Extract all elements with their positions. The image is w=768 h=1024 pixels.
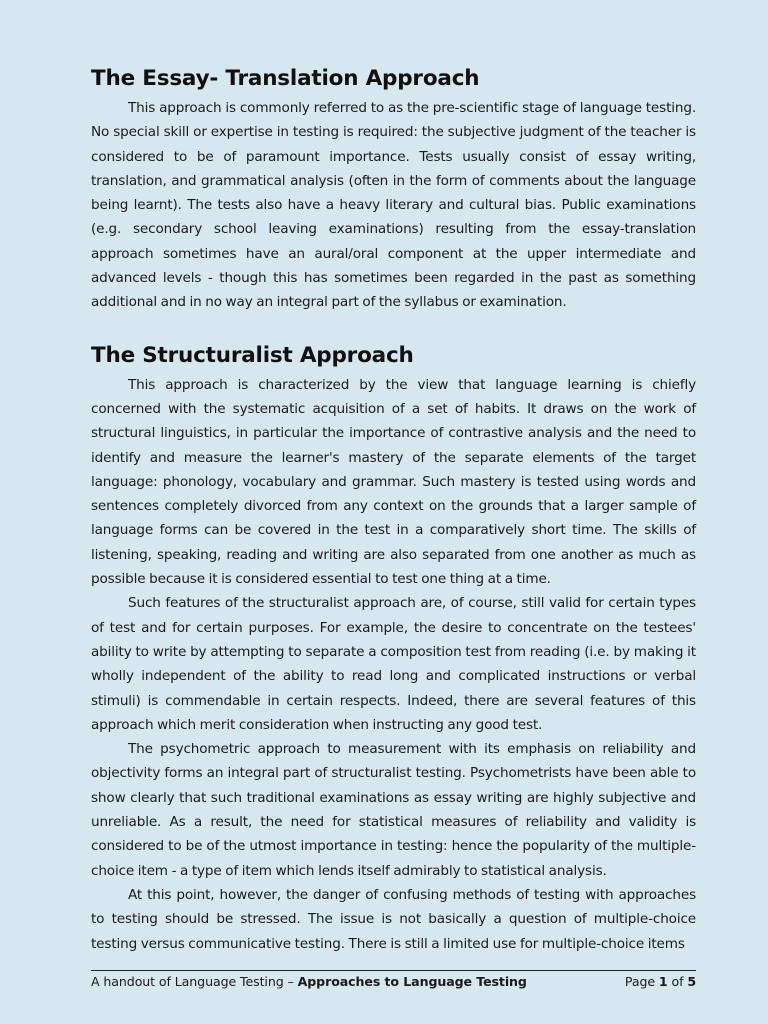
paragraph-structuralist-2: Such features of the structuralist approach are, of course, still valid for certain types of test and for certain purposes. For example, the desire to concentrate on the testees' ability to write by attempting to separate a composition test from reading (i.e. by making it wholly independent of the ability to read long and complicated instructions or verbal stimuli) is commendable in certain respects. Indeed, there are several features of this approach which merit consideration when instructing any good test.	[91, 595, 696, 733]
paragraph-structuralist-1: This approach is characterized by the view that language learning is chiefly concerned with the systematic acquisition of a set of habits. It draws on the work of structural linguistics, in particular the importance of contrastive analysis and the need to identify and measure the learner's mastery of the separate elements of the target language: phonology, vocabulary and grammar. Such mastery is tested using words and sentences completely divorced from any context on the grounds that a larger sample of language forms can be covered in the test in a comparatively short time. The skills of listening, speaking, reading and writing are also separated from one another as much as possible because it is considered essential to test one thing at a time.	[91, 376, 696, 588]
footer-page-number: 1	[658, 974, 668, 989]
paragraph-structuralist-3: The psychometric approach to measurement with its emphasis on reliability and objectivity forms an integral part of structuralist testing. Psychometrists have been able to show clearly that such traditional examinations as essay writing are highly subjective and unreliable. As a result, the need for statistical measures of reliability and validity is considered to be of the utmost importance in testing: hence the popularity of the multiple-choice item - a type of item which lends itself admirably to statistical analysis.	[91, 741, 696, 879]
section-heading-essay-translation: The Essay- Translation Approach	[91, 66, 480, 91]
paragraph-structuralist-4: At this point, however, the danger of confusing methods of testing with approaches to testing should be stressed. The issue is not basically a question of multiple-choice testing versus communicative testing. There is still a limited use for multiple-choice items	[91, 886, 696, 952]
page-footer	[91, 970, 696, 989]
footer-page-label: Page	[624, 974, 659, 989]
footer-prefix: A handout of Language Testing –	[91, 974, 298, 989]
footer-source	[91, 974, 527, 989]
footer-title: Approaches to Language Testing	[297, 974, 527, 989]
footer-of-label: of	[667, 974, 688, 989]
footer-page-indicator	[625, 974, 696, 989]
section-heading-structuralist: The Structuralist Approach	[91, 342, 414, 368]
paragraph-essay-translation-1: This approach is commonly referred to as the pre-scientific stage of language testing. No special skill or expertise in testing is required: the subjective judgment of the teacher is considered to be of paramount importance. Tests usually consist of essay writing, translation, and grammatical analysis (often in the form of comments about the language being learnt). The tests also have a heavy literary and cultural bias. Public examinations (e.g. secondary school leaving examinations) resulting from the essay-translation approach sometimes have an aural/oral component at the upper intermediate and advanced levels - though this has sometimes been regarded in the past as something additional and in no way an integral part of the syllabus or examination.	[91, 100, 696, 311]
footer-total-pages: 5	[687, 974, 696, 989]
